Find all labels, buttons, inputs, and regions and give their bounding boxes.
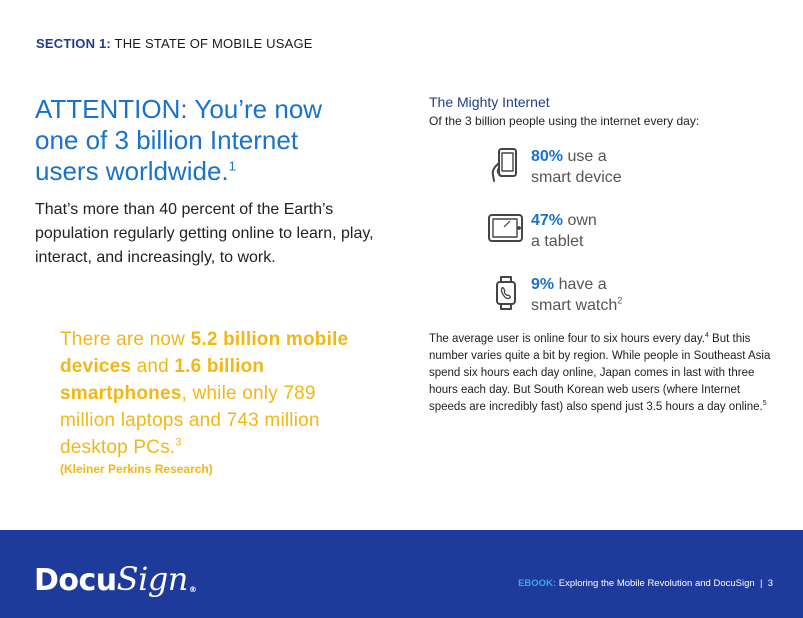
- stat-line2: smart device: [531, 169, 622, 186]
- tablet-icon: [487, 210, 525, 248]
- stat-line2: a tablet: [531, 233, 584, 250]
- callout-bold-devices: 5.2 billion mobile devices: [60, 329, 349, 377]
- logo-text-sign: Sign: [116, 560, 188, 598]
- page-number: 3: [767, 578, 773, 589]
- footer-ebook-info: [518, 578, 773, 589]
- callout-part1: There are now: [60, 329, 191, 350]
- section-title: THE STATE OF MOBILE USAGE: [114, 36, 313, 51]
- stat-smartwatch-text: [531, 274, 622, 316]
- callout-text: [60, 326, 370, 461]
- right-paragraph: [429, 331, 774, 416]
- stat-tablet: [487, 210, 707, 260]
- callout-footnote-ref: 3: [175, 436, 182, 449]
- callout-part2: and: [131, 356, 175, 377]
- stat-percent: 80%: [531, 148, 564, 165]
- footer-bar: [0, 530, 803, 618]
- section-number: SECTION 1:: [36, 36, 111, 51]
- right-paragraph-part1: The average user is online four to six hours every day.: [429, 333, 705, 345]
- stat-line1: have a: [554, 276, 607, 293]
- stat-line1: own: [563, 212, 597, 229]
- logo-text-docu: Docu: [34, 563, 117, 598]
- stat-tablet-text: [531, 210, 597, 252]
- ebook-label: EBOOK:: [518, 578, 557, 589]
- stat-footnote-ref: 2: [617, 295, 623, 306]
- right-subtitle: Of the 3 billion people using the internet every day:: [429, 114, 700, 128]
- callout-part3: , while only 789 million laptops and 743 million desktop PCs.: [60, 383, 320, 458]
- headline-footnote-ref: 1: [228, 158, 236, 174]
- logo-registered-mark: ®: [188, 585, 197, 594]
- body-paragraph: That’s more than 40 percent of the Earth’s population regularly getting online to learn, play, interact, and increasingly, to work.: [35, 201, 374, 266]
- right-title: The Mighty Internet: [429, 94, 550, 110]
- footer-separator: |: [754, 578, 768, 589]
- smartwatch-icon: [487, 274, 525, 312]
- stat-smart-device-text: [531, 146, 622, 188]
- headline: [35, 94, 365, 187]
- right-paragraph-ref1: 4: [704, 332, 709, 340]
- stat-smartwatch: [487, 274, 707, 324]
- stat-percent: 9%: [531, 276, 555, 293]
- stat-percent: 47%: [531, 212, 564, 229]
- stat-smart-device: [487, 146, 707, 196]
- right-paragraph-ref2: 5: [762, 400, 767, 408]
- section-header: [36, 36, 313, 51]
- right-paragraph-part2: But this number varies quite a bit by region. While people in Southeast Asia spend six hours each day online, Japan comes in last with three hours each day. But South Korean web users (where Internet speeds are incredibly fast) also spend just 3.5 hours a day online.: [429, 333, 771, 413]
- callout-source: (Kleiner Perkins Research): [60, 462, 213, 476]
- smartphone-hand-icon: [487, 146, 525, 184]
- stat-line2: smart watch: [531, 297, 618, 314]
- headline-text: ATTENTION: You’re now one of 3 billion Internet users worldwide.: [35, 94, 323, 186]
- callout-bold-smartphones: 1.6 billion smartphones: [60, 356, 265, 404]
- ebook-title: Exploring the Mobile Revolution and DocuSign: [556, 578, 755, 589]
- docusign-logo: [34, 560, 196, 598]
- stat-line1: use a: [563, 148, 607, 165]
